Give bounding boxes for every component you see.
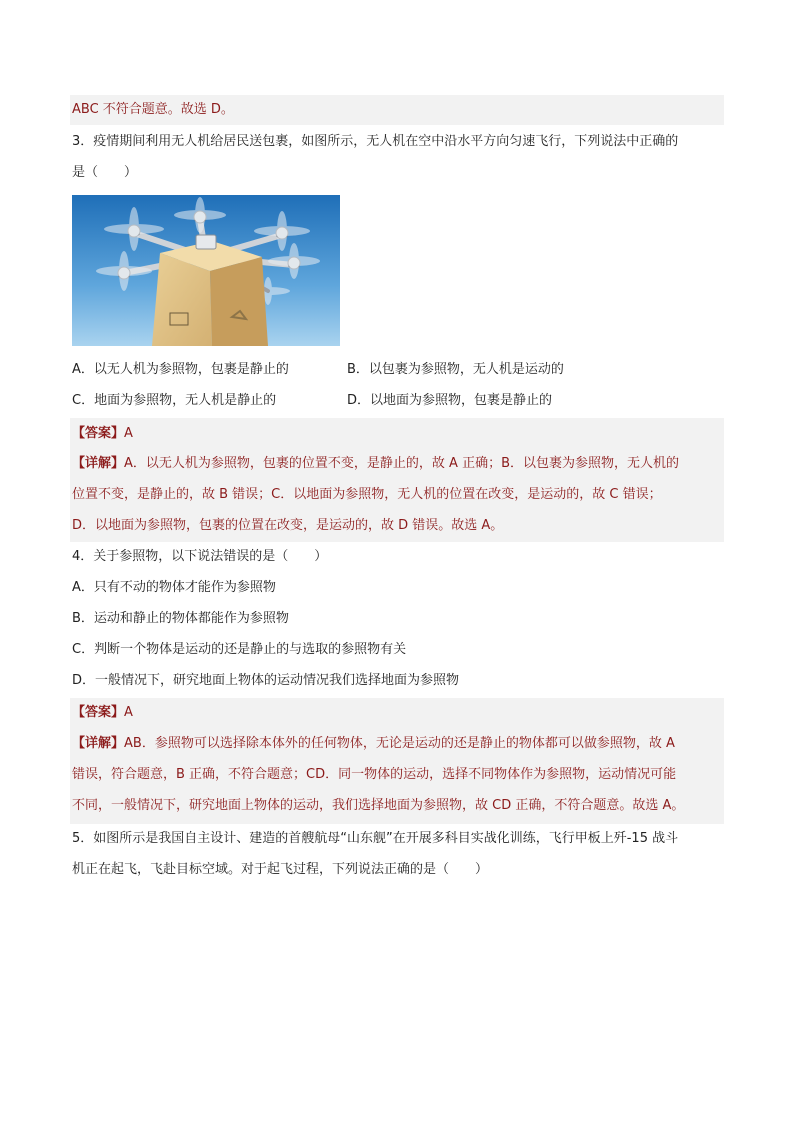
- detail-text: AB．参照物可以选择除本体外的任何物体，无论是运动的还是静止的物体都可以做参照物，故 A: [124, 736, 675, 751]
- question-4-detail-line-2: 错误，符合题意，B 正确，不符合题意；CD．同一物体的运动，选择不同物体作为参照物，运动情况可能: [72, 767, 677, 782]
- answer-continued-text: ABC 不符合题意。故选 D。: [72, 102, 234, 117]
- detail-tag: 【详解】: [72, 736, 125, 751]
- question-3-stem-line-2: 是（ ）: [72, 165, 138, 180]
- answer-tag: 【答案】: [72, 705, 125, 720]
- question-4-option-a: A．只有不动的物体才能作为参照物: [72, 580, 276, 595]
- question-3-stem-line-1: 3．疫情期间利用无人机给居民送包裹，如图所示，无人机在空中沿水平方向匀速飞行，下列说法中正确的: [72, 134, 679, 149]
- question-3-detail-line-3: D．以地面为参照物，包裹的位置在改变，是运动的，故 D 错误。故选 A。: [72, 518, 504, 533]
- answer-tag: 【答案】: [72, 426, 125, 441]
- question-3-option-c: C．地面为参照物，无人机是静止的: [72, 393, 277, 408]
- question-4-option-d: D．一般情况下，研究地面上物体的运动情况我们选择地面为参照物: [72, 673, 460, 688]
- detail-tag: 【详解】: [72, 456, 125, 471]
- answer-value: A: [124, 705, 133, 720]
- question-3-option-d: D．以地面为参照物，包裹是静止的: [347, 393, 553, 408]
- question-3-detail-line-2: 位置不变，是静止的，故 B 错误；C．以地面为参照物，无人机的位置在改变，是运动的，故 C 错误；: [72, 487, 662, 502]
- question-5-stem-line-2: 机正在起飞，飞赴目标空域。对于起飞过程，下列说法正确的是（ ）: [72, 862, 489, 877]
- question-4-option-b: B．运动和静止的物体都能作为参照物: [72, 611, 289, 626]
- question-5-stem-line-1: 5．如图所示是我国自主设计、建造的首艘航母“山东舰”在开展多科目实战化训练，飞行甲板上歼-15 战斗: [72, 831, 679, 846]
- question-3-option-b: B．以包裹为参照物，无人机是运动的: [347, 362, 564, 377]
- question-3-option-a: A．以无人机为参照物，包裹是静止的: [72, 362, 289, 377]
- question-4-option-c: C．判断一个物体是运动的还是静止的与选取的参照物有关: [72, 642, 407, 657]
- detail-text: A．以无人机为参照物，包裹的位置不变，是静止的，故 A 正确；B．以包裹为参照物，无人机的: [124, 456, 679, 471]
- question-4-detail-line-3: 不同，一般情况下，研究地面上物体的运动，我们选择地面为参照物，故 CD 正确，不符合题意。故选 A。: [72, 798, 685, 813]
- question-4-answer: [72, 703, 133, 723]
- question-3-answer: [72, 424, 133, 444]
- answer-value: A: [124, 426, 133, 441]
- question-4-stem: 4．关于参照物，以下说法错误的是（ ）: [72, 549, 328, 564]
- drone-package-figure: [72, 195, 340, 346]
- question-3-detail-line-1: [72, 454, 679, 474]
- question-4-detail-line-1: [72, 734, 675, 754]
